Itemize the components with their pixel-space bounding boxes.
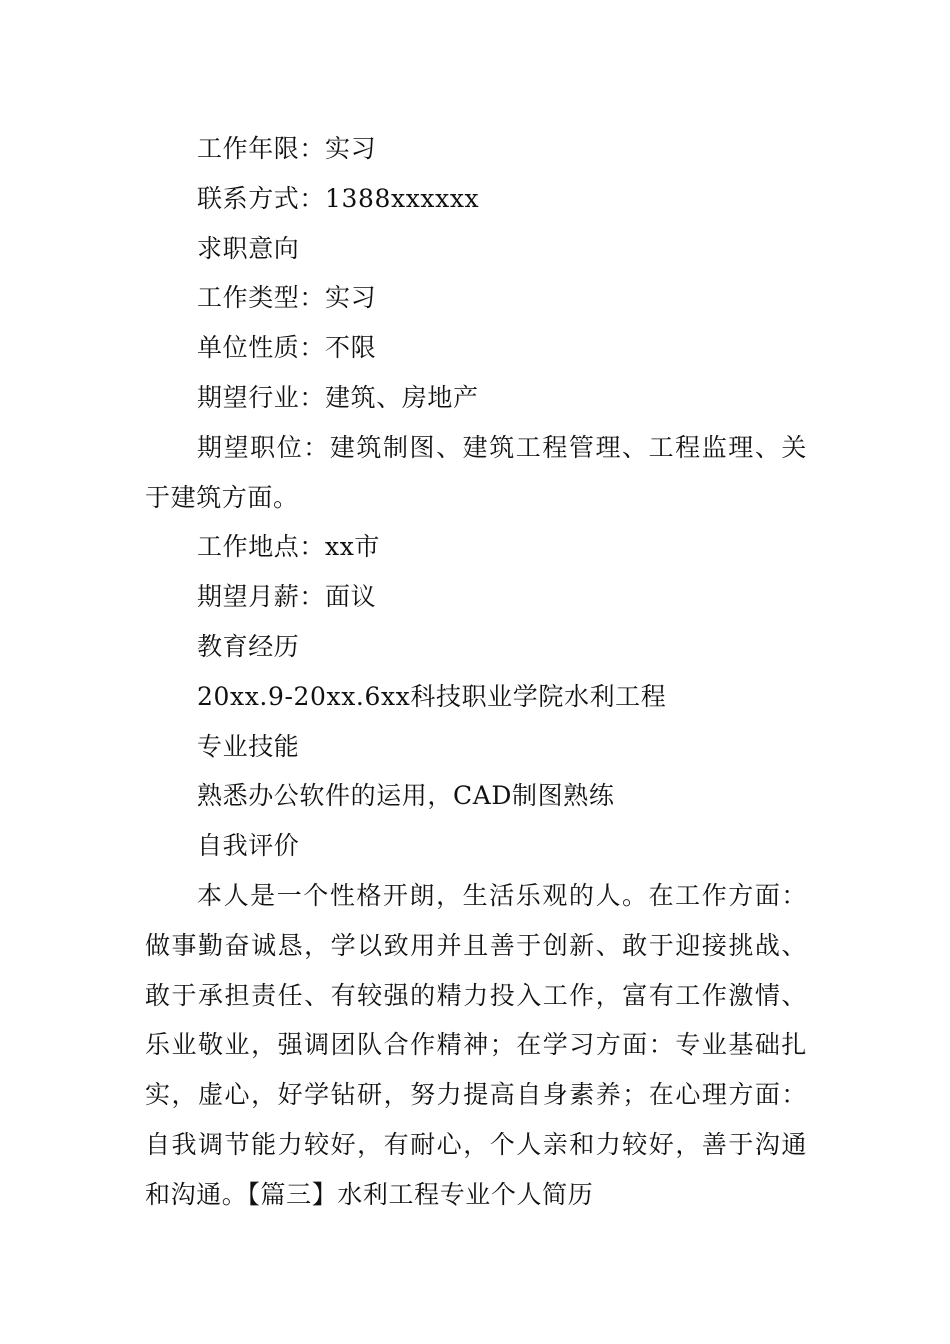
skills-line: 熟悉办公软件的运用，CAD制图熟练 [197,781,615,811]
job-intention-heading: 求职意向 [197,233,300,263]
work-location-line: 工作地点：xx市 [197,532,380,562]
expected-industry-line: 期望行业：建筑、房地产 [197,382,479,412]
skills-heading: 专业技能 [197,731,300,761]
expected-position-paragraph: 期望职位：建筑制图、建筑工程管理、工程监理、关于建筑方面。 [145,432,807,512]
contact-line: 联系方式：1388xxxxxx [197,183,480,213]
work-type-line: 工作类型：实习 [197,283,377,313]
education-heading: 教育经历 [197,631,300,661]
document-body [145,124,807,1220]
self-evaluation-paragraph: 本人是一个性格开朗，生活乐观的人。在工作方面：做事勤奋诚恳，学以致用并且善于创新、敢于迎接挑战、敢于承担责任、有较强的精力投入工作，富有工作激情、乐业敬业，强调团队合作精神；在学习方面：专业基础扎实，虚心，好学钻研，努力提高自身素养；在心理方面：自我调节能力较好，有耐心，个人亲和力较好，善于沟通和沟通。【篇三】水利工程专业个人简历 [145,880,807,1209]
self-evaluation-heading: 自我评价 [197,831,300,861]
education-entry: 20xx.9-20xx.6xx科技职业学院水利工程 [197,681,667,711]
expected-salary-line: 期望月薪：面议 [197,582,377,612]
company-nature-line: 单位性质：不限 [197,333,377,363]
work-years-line: 工作年限：实习 [197,134,377,163]
